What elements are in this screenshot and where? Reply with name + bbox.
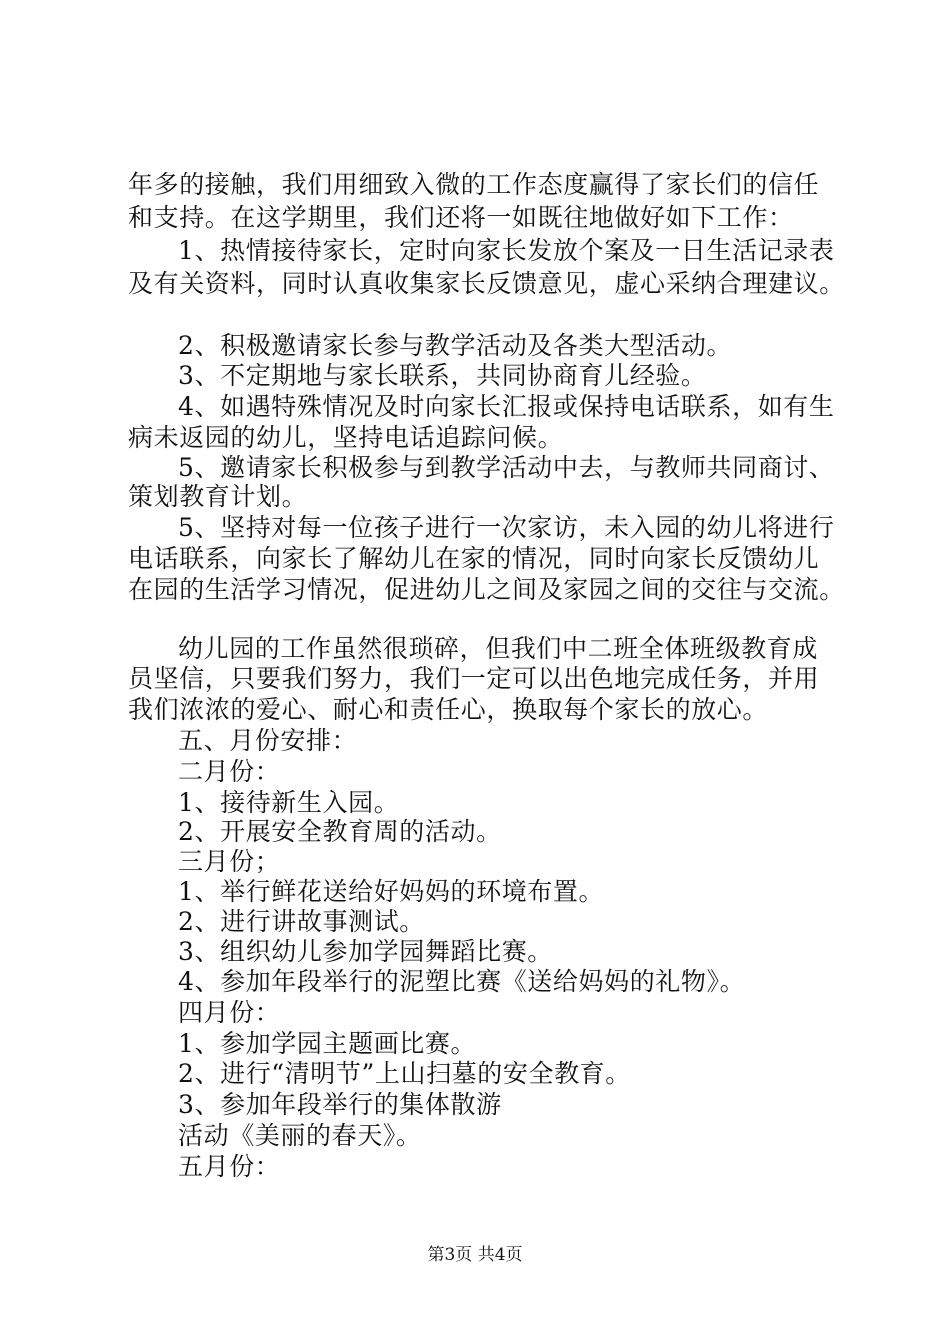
list-item: 1、参加学园主题画比赛。 (178, 1029, 477, 1058)
paragraph-line: 和支持。在这学期里，我们还将一如既往地做好如下工作： (128, 203, 794, 232)
paragraph-line: 3、不定期地与家长联系，共同协商育儿经验。 (178, 361, 707, 390)
month-heading: 四月份： (178, 998, 281, 1027)
list-item: 活动《美丽的春天》。 (178, 1121, 422, 1150)
paragraph-line: 2、积极邀请家长参与教学活动及各类大型活动。 (178, 331, 733, 360)
list-item: 2、开展安全教育周的活动。 (178, 817, 502, 846)
paragraph-line: 5、坚持对每一位孩子进行一次家访，未入园的幼儿将进行 (178, 513, 835, 542)
section-heading: 五、月份安排： (178, 726, 358, 755)
page-footer: 第3页 共4页 (427, 1245, 523, 1265)
paragraph-line: 员坚信，只要我们努力，我们一定可以出色地完成任务，并用 (128, 664, 820, 693)
list-item: 1、接待新生入园。 (178, 788, 400, 817)
paragraph-line: 及有关资料，同时认真收集家长反馈意见，虚心采纳合理建议。 (128, 269, 845, 298)
paragraph-line: 5、邀请家长积极参与到教学活动中去，与教师共同商讨、 (178, 453, 835, 482)
paragraph-line: 1、热情接待家长，定时向家长发放个案及一日生活记录表 (178, 236, 835, 265)
month-heading: 二月份： (178, 757, 281, 786)
paragraph-line: 策划教育计划。 (128, 482, 308, 511)
list-item: 1、举行鲜花送给好妈妈的环境布置。 (178, 877, 605, 906)
paragraph-line: 我们浓浓的爱心、耐心和责任心，换取每个家长的放心。 (128, 695, 769, 724)
list-item: 2、进行讲故事测试。 (178, 907, 425, 936)
month-heading: 三月份； (178, 847, 281, 876)
paragraph-line: 年多的接触，我们用细致入微的工作态度赢得了家长们的信任 (128, 170, 820, 199)
list-item: 3、组织幼儿参加学园舞蹈比赛。 (178, 937, 553, 966)
paragraph-line: 幼儿园的工作虽然很琐碎，但我们中二班全体班级教育成 (178, 634, 819, 663)
month-heading: 五月份： (178, 1152, 281, 1181)
list-item: 4、参加年段举行的泥塑比赛《送给妈妈的礼物》。 (178, 967, 746, 996)
list-item: 3、参加年段举行的集体散游 (178, 1090, 502, 1119)
paragraph-line: 4、如遇特殊情况及时向家长汇报或保持电话联系，如有生 (178, 392, 835, 421)
paragraph-line: 病未返园的幼儿，坚持电话追踪问候。 (128, 423, 564, 452)
list-item: 2、进行“清明节”上山扫墓的安全教育。 (178, 1059, 631, 1088)
paragraph-line: 在园的生活学习情况，促进幼儿之间及家园之间的交往与交流。 (128, 575, 845, 604)
paragraph-line: 电话联系，向家长了解幼儿在家的情况，同时向家长反馈幼儿 (128, 544, 820, 573)
